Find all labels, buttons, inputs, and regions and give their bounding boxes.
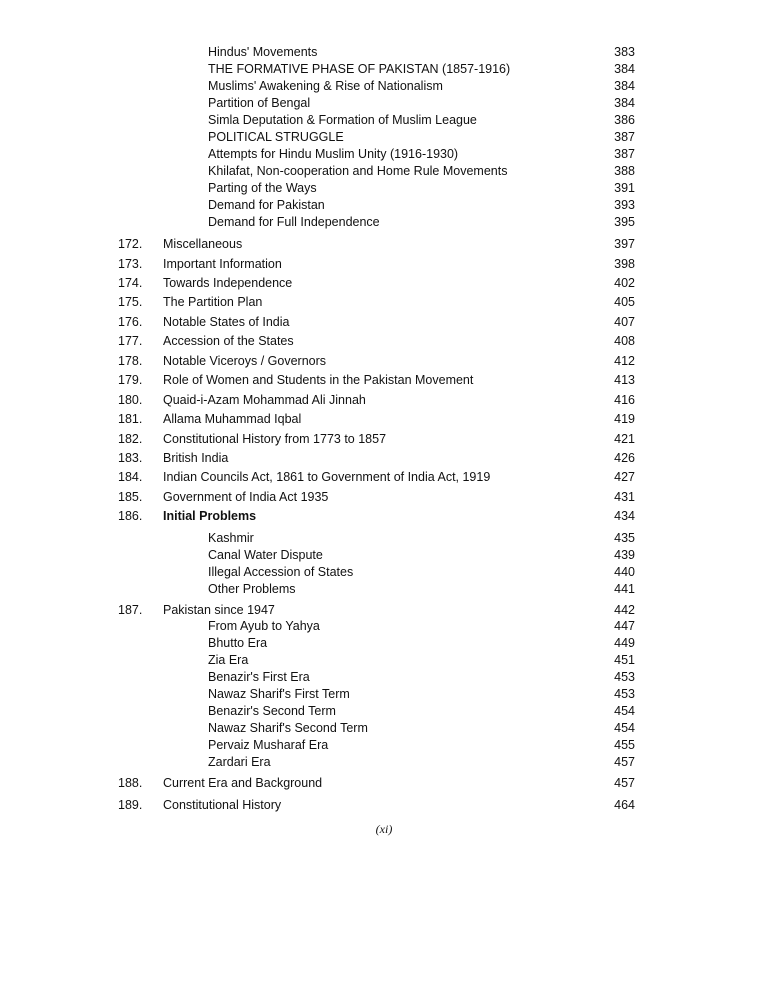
toc-entry-title: Nawaz Sharif's First Term	[208, 687, 350, 701]
toc-subentry[interactable]	[0, 112, 768, 129]
toc-entry-page: 421	[614, 432, 635, 446]
toc-subentry[interactable]	[0, 197, 768, 214]
toc-entry-title: Zia Era	[208, 653, 249, 667]
toc-subentry[interactable]	[0, 686, 768, 703]
toc-entry-page: 426	[614, 451, 635, 465]
toc-entry-number: 173.	[118, 257, 143, 271]
toc-subentry[interactable]	[0, 61, 768, 78]
toc-entry-page: 408	[614, 334, 635, 348]
toc-entry-title: Muslims' Awakening & Rise of Nationalism	[208, 79, 443, 93]
toc-entry[interactable]	[0, 431, 768, 448]
toc-entry-page: 427	[614, 470, 635, 484]
page-footer-number: (xi)	[375, 822, 393, 836]
toc-entry-page: 393	[614, 198, 635, 212]
toc-subentry[interactable]	[0, 44, 768, 61]
toc-entry-title: Notable Viceroys / Governors	[163, 354, 327, 368]
toc-subentry[interactable]	[0, 146, 768, 163]
toc-entry-number: 182.	[118, 432, 143, 446]
toc-entry-number: 180.	[118, 393, 143, 407]
toc-entry[interactable]	[0, 775, 768, 792]
toc-entry-title: Quaid-i-Azam Mohammad Ali Jinnah	[163, 393, 366, 407]
toc-entry[interactable]	[0, 256, 768, 273]
toc-entry-page: 395	[614, 215, 635, 229]
toc-entry-title: Nawaz Sharif's Second Term	[208, 721, 368, 735]
toc-entry-number: 186.	[118, 509, 143, 523]
toc-entry-number: 181.	[118, 412, 143, 426]
toc-entry-number: 176.	[118, 315, 143, 329]
toc-entry-title: Canal Water Dispute	[208, 548, 323, 562]
toc-entry-title: Pervaiz Musharaf Era	[208, 738, 329, 752]
toc-entry-title: THE FORMATIVE PHASE OF PAKISTAN (1857-1916)	[208, 62, 511, 76]
toc-entry-title: Khilafat, Non-cooperation and Home Rule Movements	[208, 164, 508, 178]
toc-entry-page: 387	[614, 147, 635, 161]
toc-entry-page: 419	[614, 412, 635, 426]
toc-subentry[interactable]	[0, 78, 768, 95]
toc-entry-title: Demand for Full Independence	[208, 215, 380, 229]
toc-entry[interactable]	[0, 275, 768, 292]
toc-subentry[interactable]	[0, 180, 768, 197]
toc-subentry[interactable]	[0, 720, 768, 737]
toc-subentry[interactable]	[0, 669, 768, 686]
toc-entry-page: 441	[614, 582, 635, 596]
toc-entry-title: Initial Problems	[163, 509, 257, 523]
toc-entry-number: 179.	[118, 373, 143, 387]
toc-entry-title: Constitutional History	[163, 798, 282, 812]
toc-entry[interactable]	[0, 353, 768, 370]
toc-entry[interactable]	[0, 602, 768, 619]
toc-entry-title: Illegal Accession of States	[208, 565, 354, 579]
toc-entry-title: Notable States of India	[163, 315, 290, 329]
toc-entry-title: Constitutional History from 1773 to 1857	[163, 432, 387, 446]
toc-subentry[interactable]	[0, 163, 768, 180]
toc-entry[interactable]	[0, 797, 768, 814]
toc-entry-page: 454	[614, 704, 635, 718]
toc-entry-title: Important Information	[163, 257, 282, 271]
toc-entry-title: Bhutto Era	[208, 636, 268, 650]
toc-entry-title: Benazir's First Era	[208, 670, 310, 684]
toc-entry-page: 431	[614, 490, 635, 504]
toc-subentry[interactable]	[0, 129, 768, 146]
toc-entry[interactable]	[0, 333, 768, 350]
toc-entry-title: From Ayub to Yahya	[208, 619, 320, 633]
toc-entry-page: 442	[614, 603, 635, 617]
toc-entry-number: 183.	[118, 451, 143, 465]
toc-entry-page: 416	[614, 393, 635, 407]
toc-entry-page: 435	[614, 531, 635, 545]
toc-entry-page: 384	[614, 79, 635, 93]
toc-subentry[interactable]	[0, 703, 768, 720]
toc-entry-title: The Partition Plan	[163, 295, 263, 309]
toc-entry-page: 447	[614, 619, 635, 633]
toc-subentry[interactable]	[0, 581, 768, 598]
toc-entry-title: Parting of the Ways	[208, 181, 317, 195]
toc-entry-page: 412	[614, 354, 635, 368]
toc-entry[interactable]	[0, 372, 768, 389]
toc-entry-title: Partition of Bengal	[208, 96, 311, 110]
toc-subentry[interactable]	[0, 652, 768, 669]
toc-entry[interactable]	[0, 469, 768, 486]
toc-subentry[interactable]	[0, 214, 768, 231]
toc-entry-page: 455	[614, 738, 635, 752]
toc-entry-page: 386	[614, 113, 635, 127]
toc-entry-page: 398	[614, 257, 635, 271]
toc-entry-title: Zardari Era	[208, 755, 271, 769]
toc-entry-number: 177.	[118, 334, 143, 348]
toc-entry-page: 405	[614, 295, 635, 309]
toc-entry-page: 464	[614, 798, 635, 812]
toc-entry-number: 185.	[118, 490, 143, 504]
toc-entry[interactable]	[0, 392, 768, 409]
toc-entry-title: Pakistan since 1947	[163, 603, 275, 617]
toc-entry-title: Accession of the States	[163, 334, 294, 348]
toc-subentry[interactable]	[0, 530, 768, 547]
toc-entry-page: 413	[614, 373, 635, 387]
toc-entry[interactable]	[0, 314, 768, 331]
toc-subentry[interactable]	[0, 737, 768, 754]
toc-subentry[interactable]	[0, 95, 768, 112]
toc-entry-title: Simla Deputation & Formation of Muslim League	[208, 113, 477, 127]
toc-entry-page: 383	[614, 45, 635, 59]
toc-entry-title: Allama Muhammad Iqbal	[163, 412, 302, 426]
toc-entry-page: 457	[614, 755, 635, 769]
toc-entry-page: 453	[614, 687, 635, 701]
toc-entry[interactable]	[0, 294, 768, 311]
toc-entry[interactable]	[0, 489, 768, 506]
toc-entry-number: 184.	[118, 470, 143, 484]
toc-entry-page: 397	[614, 237, 635, 251]
toc-entry-number: 187.	[118, 603, 143, 617]
toc-entry-title: Other Problems	[208, 582, 296, 596]
toc-entry[interactable]	[0, 236, 768, 253]
toc-entry[interactable]	[0, 450, 768, 467]
toc-entry-page: 449	[614, 636, 635, 650]
toc-entry-title: Indian Councils Act, 1861 to Government of India Act, 1919	[163, 470, 491, 484]
toc-subentry[interactable]	[0, 635, 768, 652]
toc-entry-page: 391	[614, 181, 635, 195]
toc-entry-page: 453	[614, 670, 635, 684]
toc-entry-title: Miscellaneous	[163, 237, 243, 251]
toc-subentry[interactable]	[0, 618, 768, 635]
toc-entry-page: 454	[614, 721, 635, 735]
toc-entry-title: British India	[163, 451, 229, 465]
toc-entry-title: Towards Independence	[163, 276, 293, 290]
toc-entry-page: 388	[614, 164, 635, 178]
toc-entry-page: 384	[614, 96, 635, 110]
toc-entry-number: 172.	[118, 237, 143, 251]
toc-entry-title: POLITICAL STRUGGLE	[208, 130, 344, 144]
toc-entry-page: 387	[614, 130, 635, 144]
toc-entry-number: 174.	[118, 276, 143, 290]
toc-entry-title: Role of Women and Students in the Pakistan Movement	[163, 373, 474, 387]
toc-entry-title: Benazir's Second Term	[208, 704, 336, 718]
toc-entry-title: Kashmir	[208, 531, 254, 545]
toc-entry-page: 439	[614, 548, 635, 562]
toc-entry-page: 407	[614, 315, 635, 329]
toc-entry[interactable]	[0, 411, 768, 428]
toc-entry-page: 457	[614, 776, 635, 790]
toc-entry-page: 384	[614, 62, 635, 76]
toc-subentry[interactable]	[0, 754, 768, 771]
toc-entry-page: 440	[614, 565, 635, 579]
toc-subentry[interactable]	[0, 547, 768, 564]
toc-entry-number: 175.	[118, 295, 143, 309]
toc-entry-number: 178.	[118, 354, 143, 368]
toc-entry-page: 434	[614, 509, 635, 523]
toc-subentry[interactable]	[0, 564, 768, 581]
toc-entry-page: 451	[614, 653, 635, 667]
toc-entry-title: Demand for Pakistan	[208, 198, 325, 212]
toc-entry-title: Government of India Act 1935	[163, 490, 329, 504]
toc-entry-page: 402	[614, 276, 635, 290]
toc-entry-title: Attempts for Hindu Muslim Unity (1916-1930)	[208, 147, 459, 161]
toc-entry[interactable]	[0, 508, 768, 525]
toc-entry-number: 189.	[118, 798, 143, 812]
toc-entry-number: 188.	[118, 776, 143, 790]
toc-entry-title: Hindus' Movements	[208, 45, 318, 59]
toc-entry-title: Current Era and Background	[163, 776, 323, 790]
